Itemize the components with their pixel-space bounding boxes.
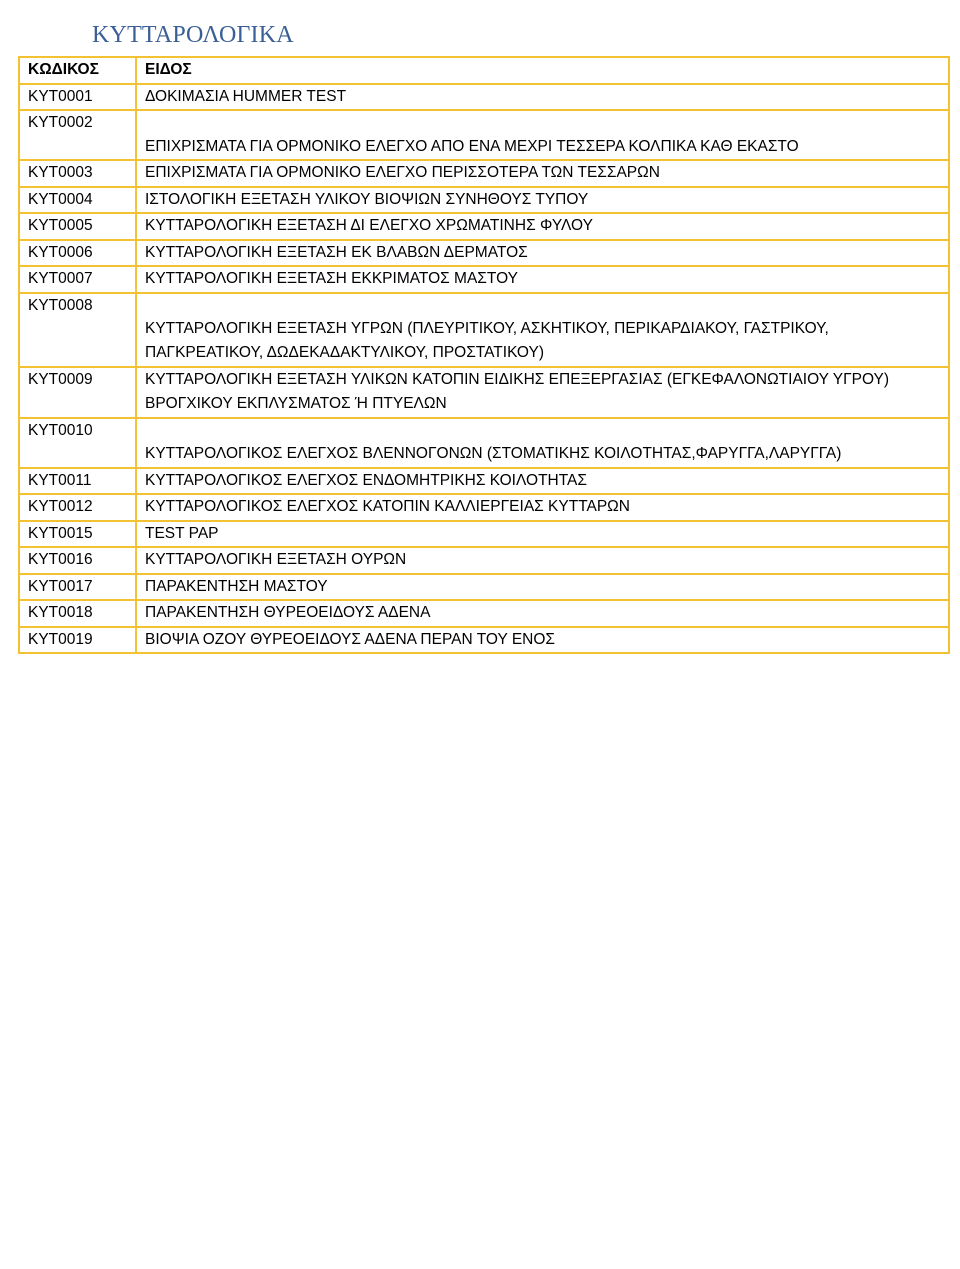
row-kind: ΕΠΙΧΡΙΣΜΑΤΑ ΓΙΑ ΟΡΜΟΝΙΚΟ ΕΛΕΓΧΟ ΠΕΡΙΣΣΟΤΕΡΑ ΤΩΝ ΤΕΣΣΑΡΩΝ xyxy=(136,160,949,187)
header-code: ΚΩΔΙΚΟΣ xyxy=(19,57,136,84)
table-row xyxy=(19,367,949,418)
row-code: ΚΥΤ0016 xyxy=(19,547,136,574)
row-kind: ΚΥΤΤΑΡΟΛΟΓΙΚΗ ΕΞΕΤΑΣΗ ΥΛΙΚΩΝ ΚΑΤΟΠΙΝ ΕΙΔΙΚΗΣ ΕΠΕΞΕΡΓΑΣΙΑΣ (ΕΓΚΕΦΑΛΟΝΩΤΙΑΙΟΥ ΥΓΡΟΥ) ΒΡΟΓΧΙΚΟΥ ΕΚΠΛΥΣΜΑΤΟΣ Ή ΠΤΥΕΛΩΝ xyxy=(136,367,949,418)
row-kind: ΠΑΡΑΚΕΝΤΗΣΗ ΜΑΣΤΟΥ xyxy=(136,574,949,601)
row-code: ΚΥΤ0011 xyxy=(19,468,136,495)
table-row xyxy=(19,468,949,495)
row-kind: ΚΥΤΤΑΡΟΛΟΓΙΚΟΣ ΕΛΕΓΧΟΣ ΒΛΕΝΝΟΓΟΝΩΝ (ΣΤΟΜΑΤΙΚΗΣ ΚΟΙΛΟΤΗΤΑΣ,ΦΑΡΥΓΓΑ,ΛΑΡΥΓΓΑ) xyxy=(136,418,949,468)
page-title: ΚΥΤΤΑΡΟΛΟΓΙΚΑ xyxy=(92,22,294,48)
row-code: ΚΥΤ0003 xyxy=(19,160,136,187)
row-kind: ΚΥΤΤΑΡΟΛΟΓΙΚΗ ΕΞΕΤΑΣΗ ΔΙ ΕΛΕΓΧΟ ΧΡΩΜΑΤΙΝΗΣ ΦΥΛΟΥ xyxy=(136,213,949,240)
table-row xyxy=(19,187,949,214)
row-code: ΚΥΤ0019 xyxy=(19,627,136,654)
row-kind: ΕΠΙΧΡΙΣΜΑΤΑ ΓΙΑ ΟΡΜΟΝΙΚΟ ΕΛΕΓΧΟ ΑΠΟ ΕΝΑ ΜΕΧΡΙ ΤΕΣΣΕΡΑ ΚΟΛΠΙΚΑ ΚΑΘ ΕΚΑΣΤΟ xyxy=(136,110,949,160)
table-row xyxy=(19,627,949,654)
row-kind: TEST PAP xyxy=(136,521,949,548)
table-row xyxy=(19,600,949,627)
table-header-row xyxy=(19,57,949,84)
table-row xyxy=(19,418,949,468)
row-code: ΚΥΤ0008 xyxy=(19,293,136,367)
table-row xyxy=(19,160,949,187)
row-kind: ΔΟΚΙΜΑΣΙΑ HUMMER TEST xyxy=(136,84,949,111)
row-code: ΚΥΤ0012 xyxy=(19,494,136,521)
row-code: ΚΥΤ0005 xyxy=(19,213,136,240)
row-kind: ΚΥΤΤΑΡΟΛΟΓΙΚΟΣ ΕΛΕΓΧΟΣ ΚΑΤΟΠΙΝ ΚΑΛΛΙΕΡΓΕΙΑΣ ΚΥΤΤΑΡΩΝ xyxy=(136,494,949,521)
table-row xyxy=(19,110,949,160)
row-code: ΚΥΤ0010 xyxy=(19,418,136,468)
table-row xyxy=(19,266,949,293)
row-kind: ΚΥΤΤΑΡΟΛΟΓΙΚΟΣ ΕΛΕΓΧΟΣ ΕΝΔΟΜΗΤΡΙΚΗΣ ΚΟΙΛΟΤΗΤΑΣ xyxy=(136,468,949,495)
row-code: ΚΥΤ0007 xyxy=(19,266,136,293)
row-code: ΚΥΤ0009 xyxy=(19,367,136,418)
row-code: ΚΥΤ0006 xyxy=(19,240,136,267)
row-kind: ΠΑΡΑΚΕΝΤΗΣΗ ΘΥΡΕΟΕΙΔΟΥΣ ΑΔΕΝΑ xyxy=(136,600,949,627)
codes-table xyxy=(18,56,950,654)
row-code: ΚΥΤ0015 xyxy=(19,521,136,548)
table-row xyxy=(19,213,949,240)
row-kind: ΚΥΤΤΑΡΟΛΟΓΙΚΗ ΕΞΕΤΑΣΗ ΟΥΡΩΝ xyxy=(136,547,949,574)
row-kind: ΙΣΤΟΛΟΓΙΚΗ ΕΞΕΤΑΣΗ ΥΛΙΚΟΥ ΒΙΟΨΙΩΝ ΣΥΝΗΘΟΥΣ ΤΥΠΟΥ xyxy=(136,187,949,214)
table-row xyxy=(19,574,949,601)
table-row xyxy=(19,494,949,521)
row-kind: ΒΙΟΨΙΑ ΟΖΟΥ ΘΥΡΕΟΕΙΔΟΥΣ ΑΔΕΝΑ ΠΕΡΑΝ ΤΟΥ ΕΝΟΣ xyxy=(136,627,949,654)
table-row xyxy=(19,521,949,548)
table-row xyxy=(19,293,949,367)
row-kind: ΚΥΤΤΑΡΟΛΟΓΙΚΗ ΕΞΕΤΑΣΗ ΥΓΡΩΝ (ΠΛΕΥΡΙΤΙΚΟΥ, ΑΣΚΗΤΙΚΟΥ, ΠΕΡΙΚΑΡΔΙΑΚΟΥ, ΓΑΣΤΡΙΚΟΥ, ΠΑΓΚΡΕΑΤΙΚΟΥ, ΔΩΔΕΚΑΔΑΚΤΥΛΙΚΟΥ, ΠΡΟΣΤΑΤΙΚΟΥ) xyxy=(136,293,949,367)
row-code: ΚΥΤ0004 xyxy=(19,187,136,214)
row-code: ΚΥΤ0002 xyxy=(19,110,136,160)
table-row xyxy=(19,84,949,111)
table-row xyxy=(19,547,949,574)
row-code: ΚΥΤ0018 xyxy=(19,600,136,627)
row-code: ΚΥΤ0001 xyxy=(19,84,136,111)
row-code: ΚΥΤ0017 xyxy=(19,574,136,601)
row-kind: ΚΥΤΤΑΡΟΛΟΓΙΚΗ ΕΞΕΤΑΣΗ ΕΚΚΡΙΜΑΤΟΣ ΜΑΣΤΟΥ xyxy=(136,266,949,293)
header-kind: ΕΙΔΟΣ xyxy=(136,57,949,84)
table-row xyxy=(19,240,949,267)
row-kind: ΚΥΤΤΑΡΟΛΟΓΙΚΗ ΕΞΕΤΑΣΗ ΕΚ ΒΛΑΒΩΝ ΔΕΡΜΑΤΟΣ xyxy=(136,240,949,267)
